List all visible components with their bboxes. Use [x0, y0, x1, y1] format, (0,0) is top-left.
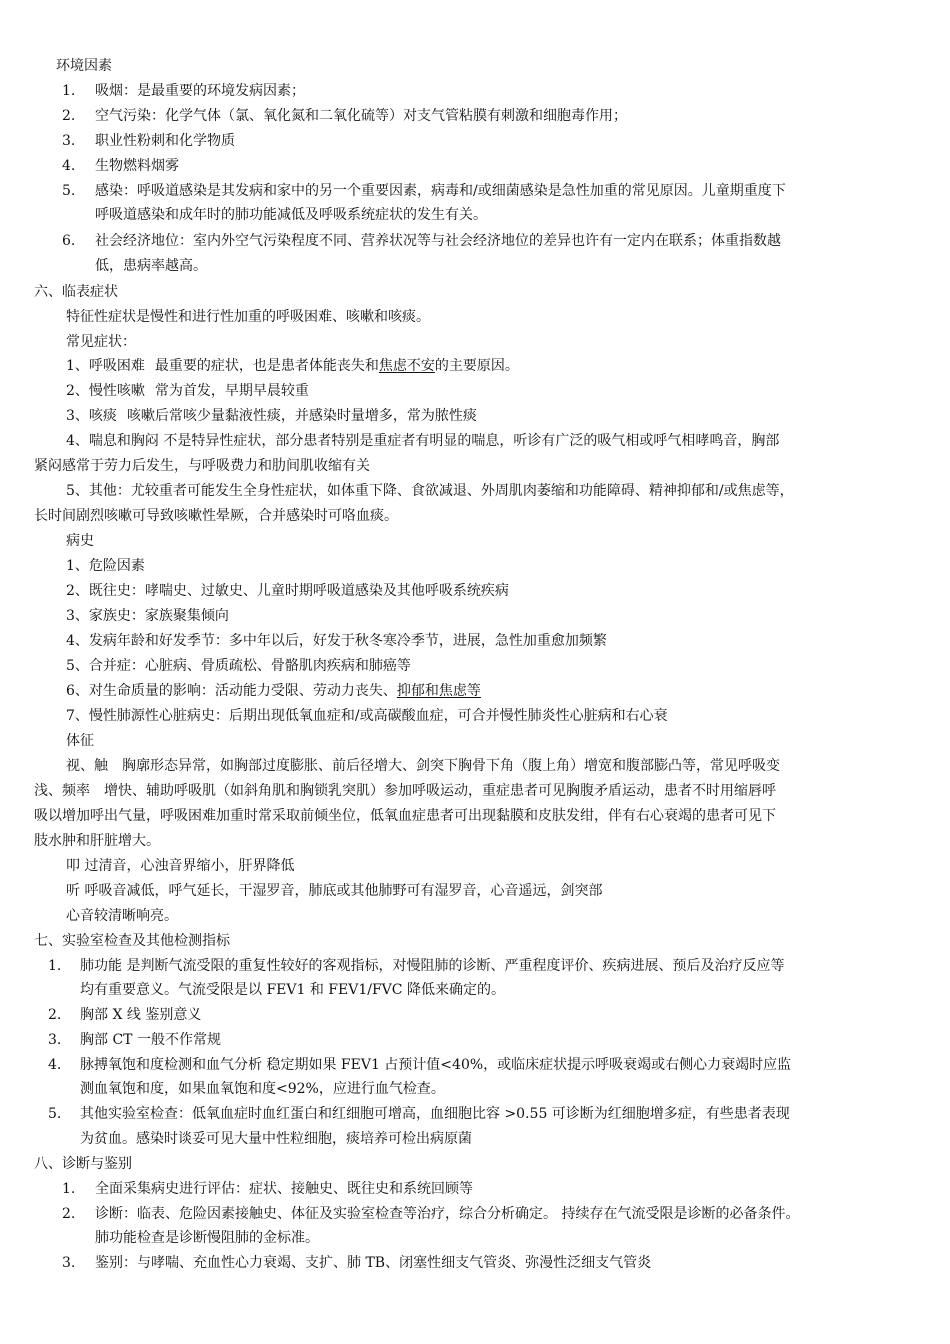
list-item: 胸部 X 线 鉴别意义	[80, 1007, 202, 1023]
list-item: 脉搏氧饱和度检测和血气分析 稳定期如果 FEV1 占预计值<40%，或临床症状提示呼吸衰竭或右侧心力衰竭时应监	[80, 1057, 792, 1073]
section-heading-diagnosis: 八、诊断与鉴别	[34, 1156, 132, 1172]
symptom-other: 5、其他：尤较重者可能发生全身性症状，如体重下降、食欲减退、外周肌肉萎缩和功能障碍、精神抑郁和/或焦虑等，	[66, 483, 794, 499]
list-item: 生物燃料烟雾	[95, 158, 179, 174]
symptom-cough	[66, 379, 309, 403]
list-item: 肺功能 是判断气流受限的重复性较好的客观指标，对慢阻肺的诊断、严重程度评价、疾病进展、预后及治疗反应等	[80, 958, 785, 974]
underlined-term: 抑郁和焦虑等	[396, 683, 481, 699]
list-item: 社会经济地位：室内外空气污染程度不同、营养状况等与社会经济地位的差异也许有一定内在联系；体重指数越	[95, 233, 781, 249]
symptom-label: 1、呼吸困难	[66, 358, 145, 374]
section-title-environment: 环境因素	[56, 58, 112, 74]
list-number: 5.	[48, 1106, 62, 1122]
history-item: 2、既往史：哮喘史、过敏史、儿童时期呼吸道感染及其他呼吸系统疾病	[66, 583, 509, 599]
history-item: 4、发病年龄和好发季节：多中年以后，好发于秋冬寒冷季节，进展，急性加重愈加频繁	[66, 633, 607, 649]
symptom-wheeze-continuation: 紧闷感常于劳力后发生，与呼吸费力和肋间肌收缩有关	[34, 458, 370, 474]
list-number: 1.	[48, 958, 62, 974]
symptom-text: 咳嗽后常咳少量黏液性痰，并感染时量增多，常为脓性痰	[126, 408, 477, 424]
symptom-text: 最重要的症状，也是患者体能丧失和	[154, 358, 379, 374]
list-item-continuation: 呼吸道感染和成年时的肺功能减低及呼吸系统症状的发生有关。	[95, 207, 487, 223]
list-item: 全面采集病史进行评估：症状、接触史、既往史和系统回顾等	[95, 1181, 473, 1197]
list-number: 2.	[62, 108, 76, 124]
list-number: 4.	[62, 158, 76, 174]
symptom-text: 常为首发，早期早晨较重	[154, 383, 309, 399]
symptom-label: 3、咳痰	[66, 408, 117, 424]
signs-auscultation-continuation: 心音较清晰响亮。	[66, 908, 178, 924]
signs-inspection: 视、触 胸廓形态异常，如胸部过度膨胀、前后径增大、剑突下胸骨下角（腹上角）增宽和腹部膨凸等，常见呼吸变	[66, 758, 780, 774]
symptom-text: 的主要原因。	[434, 358, 519, 374]
list-item: 感染：呼吸道感染是其发病和家中的另一个重要因素，病毒和/或细菌感染是急性加重的常见原因。儿童期重度下	[95, 183, 786, 199]
list-item: 鉴别：与哮喘、充血性心力衰竭、支扩、肺 TB、闭塞性细支气管炎、弥漫性泛细支气管炎	[95, 1255, 652, 1271]
underlined-term: 焦虑不安	[378, 358, 435, 374]
list-number: 4.	[48, 1057, 62, 1073]
list-item-continuation: 测血氧饱和度，如果血氧饱和度<92%，应进行血气检查。	[80, 1081, 445, 1097]
history-title: 病史	[66, 533, 94, 549]
list-number: 1.	[62, 1181, 76, 1197]
history-text: 6、对生命质量的影响：活动能力受限、劳动力丧失、	[66, 683, 397, 699]
list-number: 5.	[62, 183, 76, 199]
common-symptoms-title: 常见症状：	[66, 334, 136, 350]
symptom-label: 2、慢性咳嗽	[66, 383, 145, 399]
list-item-continuation: 低，患病率越高。	[95, 258, 207, 274]
list-item: 吸烟：是最重要的环境发病因素；	[95, 83, 305, 99]
history-item: 7、慢性肺源性心脏病史：后期出现低氧血症和/或高碳酸血症，可合并慢性肺炎性心脏病和右心衰	[66, 708, 668, 724]
signs-auscultation: 听 呼吸音减低，呼气延长，干湿罗音，肺底或其他肺野可有湿罗音，心音遥远，剑突部	[66, 883, 603, 899]
signs-title: 体征	[66, 733, 94, 749]
symptoms-intro: 特征性症状是慢性和进行性加重的呼吸困难、咳嗽和咳痰。	[66, 309, 430, 325]
list-number: 1.	[62, 83, 76, 99]
list-item: 诊断：临表、危险因素接触史、体征及实验室检查等治疗，综合分析确定。 持续存在气流受限是诊断的必备条件。	[95, 1206, 800, 1222]
symptom-other-continuation: 长时间剧烈咳嗽可导致咳嗽性晕厥，合并感染时可咯血痰。	[34, 508, 398, 524]
list-item-continuation: 为贫血。感染时谈妥可见大量中性粒细胞，痰培养可检出病原菌	[80, 1131, 472, 1147]
signs-inspection-continuation: 肢水肿和肝脏增大。	[34, 833, 160, 849]
section-heading-lab-tests: 七、实验室检查及其他检测指标	[34, 933, 230, 949]
list-number: 2.	[62, 1206, 76, 1222]
list-number: 2.	[48, 1007, 62, 1023]
list-item: 职业性粉刺和化学物质	[95, 133, 235, 149]
list-number: 3.	[62, 133, 76, 149]
signs-percussion: 叩 过清音，心浊音界缩小，肝界降低	[66, 858, 295, 874]
list-item: 其他实验室检查：低氧血症时血红蛋白和红细胞可增高，血细胞比容 >0.55 可诊断为红细胞增多症，有些患者表现	[80, 1106, 790, 1122]
list-item: 空气污染：化学气体（氯、氧化氮和二氧化硫等）对支气管粘膜有刺激和细胞毒作用；	[95, 108, 627, 124]
signs-inspection-continuation: 浅、频率 增快、辅助呼吸肌（如斜角肌和胸锁乳突肌）参加呼吸运动，重症患者可见胸腹矛盾运动，患者不时用缩唇呼	[34, 783, 776, 799]
list-number: 3.	[48, 1032, 62, 1048]
history-item	[66, 679, 481, 703]
history-item: 3、家族史：家族聚集倾向	[66, 608, 229, 624]
list-number: 6.	[62, 233, 76, 249]
list-item-continuation: 均有重要意义。气流受限是以 FEV1 和 FEV1/FVC 降低来确定的。	[80, 982, 505, 998]
list-number: 3.	[62, 1255, 76, 1271]
symptom-sputum	[66, 404, 477, 428]
section-heading-symptoms: 六、临表症状	[34, 284, 118, 300]
list-item-continuation: 肺功能检查是诊断慢阻肺的金标准。	[95, 1230, 319, 1246]
history-item: 5、合并症：心脏病、骨质疏松、骨骼肌肉疾病和肺癌等	[66, 658, 411, 674]
symptom-dyspnea	[66, 354, 519, 378]
signs-inspection-continuation: 吸以增加呼出气量，呼吸困难加重时常采取前倾坐位，低氧血症患者可出现黏膜和皮肤发绀，伴有右心衰竭的患者可见下	[34, 808, 776, 824]
list-item: 胸部 CT 一般不作常规	[80, 1032, 221, 1048]
history-item: 1、危险因素	[66, 558, 145, 574]
symptom-wheeze: 4、喘息和胸闷 不是特异性症状，部分患者特别是重症者有明显的喘息，听诊有广泛的吸气相或呼气相哮鸣音，胸部	[66, 433, 780, 449]
